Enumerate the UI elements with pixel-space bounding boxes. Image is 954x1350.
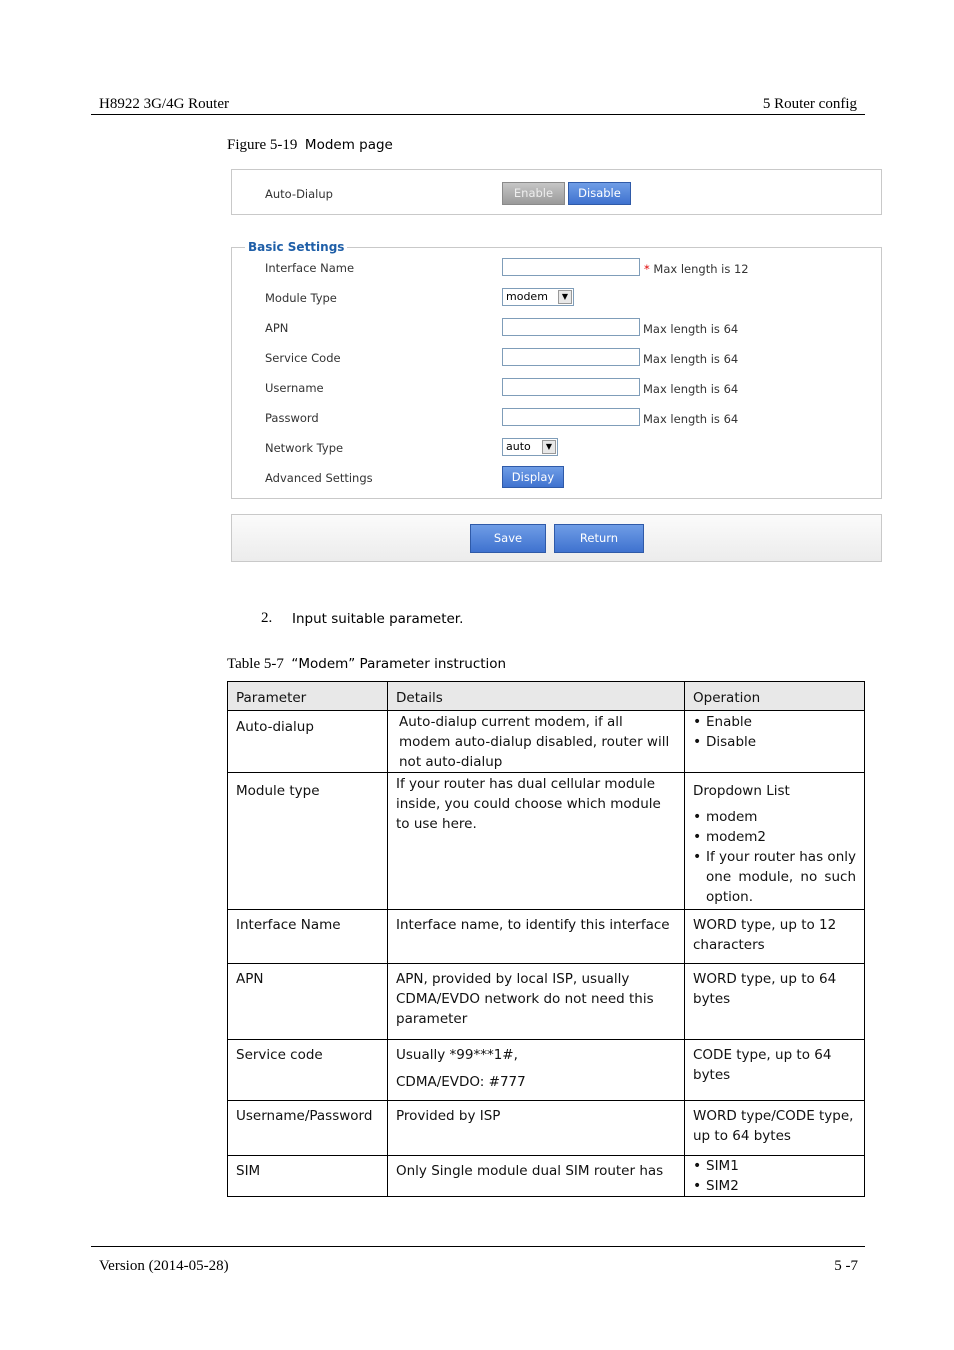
header-chapter: 5 Router config	[762, 96, 857, 112]
network-type-value: auto	[506, 440, 531, 453]
cell-parameter: Interface Name	[228, 910, 388, 964]
cell-parameter: SIM	[228, 1156, 388, 1197]
return-button[interactable]: Return	[554, 524, 644, 553]
interface-name-hint: * Max length is 12	[644, 262, 749, 276]
cell-operation: CODE type, up to 64 bytes	[685, 1040, 865, 1101]
required-star: *	[644, 262, 650, 276]
table-row	[228, 1156, 865, 1197]
password-label: Password	[265, 411, 319, 425]
username-label: Username	[265, 381, 324, 395]
save-button[interactable]: Save	[470, 524, 546, 553]
header-details: Details	[388, 682, 685, 711]
table-row	[228, 910, 865, 964]
network-type-select[interactable]	[502, 438, 558, 456]
cell-parameter: Username/Password	[228, 1101, 388, 1156]
list-item: • modem	[693, 807, 856, 827]
list-item: • SIM2	[693, 1176, 856, 1196]
cell-details: Interface name, to identify this interface	[388, 910, 685, 964]
figure-caption	[227, 137, 393, 154]
cell-details: APN, provided by local ISP, usually CDMA/EVDO network do not need this parameter	[388, 964, 685, 1040]
figure-title: Modem page	[304, 137, 393, 153]
cell-details: If your router has dual cellular module inside, you could choose which module to use here.	[388, 773, 685, 910]
header-operation: Operation	[685, 682, 865, 711]
step-text: Input suitable parameter.	[292, 611, 464, 627]
table-number: Table 5-7	[227, 656, 284, 672]
parameter-table	[227, 681, 865, 1197]
module-type-value: modem	[506, 290, 548, 303]
password-hint: Max length is 64	[643, 412, 739, 426]
table-row	[228, 964, 865, 1040]
figure-number: Figure 5-19	[227, 137, 298, 153]
auto-dialup-label: Auto-Dialup	[265, 187, 333, 201]
module-type-label: Module Type	[265, 291, 337, 305]
cell-operation: WORD type, up to 12 characters	[685, 910, 865, 964]
header-rule	[91, 114, 865, 115]
cell-details: Usually *99***1#, CDMA/EVDO: #777	[388, 1040, 685, 1101]
username-input[interactable]	[502, 378, 640, 396]
advanced-settings-label: Advanced Settings	[265, 471, 373, 485]
list-item: • modem2	[693, 827, 856, 847]
footer-version: Version (2014-05-28)	[99, 1258, 229, 1274]
apn-input[interactable]	[502, 318, 640, 336]
table-title: “Modem” Parameter instruction	[291, 656, 507, 672]
table-header-row	[228, 682, 865, 711]
operation-text: Dropdown List	[693, 783, 790, 799]
interface-name-label: Interface Name	[265, 261, 355, 275]
cell-parameter: Module type	[228, 773, 388, 910]
service-code-hint: Max length is 64	[643, 352, 739, 366]
step-number: 2.	[261, 610, 273, 626]
list-item: • Disable	[693, 732, 856, 752]
cell-operation	[685, 773, 865, 910]
table-row	[228, 1040, 865, 1101]
apn-label: APN	[265, 321, 289, 335]
cell-details: Only Single module dual SIM router has	[388, 1156, 685, 1197]
chevron-down-icon[interactable]: ▼	[542, 440, 556, 454]
header-title: H8922 3G/4G Router	[99, 96, 229, 112]
apn-hint: Max length is 64	[643, 322, 739, 336]
cell-parameter: Service code	[228, 1040, 388, 1101]
action-bar	[231, 514, 882, 562]
password-input[interactable]	[502, 408, 640, 426]
enable-button[interactable]: Enable	[502, 182, 565, 205]
cell-parameter: APN	[228, 964, 388, 1040]
network-type-label: Network Type	[265, 441, 344, 455]
header-parameter: Parameter	[228, 682, 388, 711]
cell-operation: WORD type/CODE type, up to 64 bytes	[685, 1101, 865, 1156]
username-hint: Max length is 64	[643, 382, 739, 396]
table-caption	[227, 656, 506, 673]
interface-name-input[interactable]	[502, 258, 640, 276]
list-item: • SIM1	[693, 1156, 856, 1176]
cell-operation	[685, 711, 865, 773]
table-row	[228, 1101, 865, 1156]
list-item: • If your router has only one module, no such option.	[693, 847, 856, 907]
cell-operation	[685, 1156, 865, 1197]
footer-page-number: 5 -7	[834, 1258, 858, 1274]
service-code-label: Service Code	[265, 351, 341, 365]
basic-settings-panel	[231, 247, 882, 499]
table-row	[228, 773, 865, 910]
list-item: • Enable	[693, 712, 856, 732]
footer-rule	[91, 1246, 865, 1247]
disable-button[interactable]: Disable	[568, 182, 631, 205]
cell-details: Auto-dialup current modem, if all modem auto-dialup disabled, router will not auto-dialup	[388, 711, 685, 773]
cell-parameter: Auto-dialup	[228, 711, 388, 773]
table-row	[228, 711, 865, 773]
basic-settings-legend: Basic Settings	[245, 240, 347, 254]
cell-details: Provided by ISP	[388, 1101, 685, 1156]
service-code-input[interactable]	[502, 348, 640, 366]
display-button[interactable]: Display	[502, 466, 564, 488]
module-type-select[interactable]	[502, 288, 574, 306]
cell-operation: WORD type, up to 64 bytes	[685, 964, 865, 1040]
auto-dialup-panel	[231, 169, 882, 215]
chevron-down-icon[interactable]: ▼	[558, 290, 572, 304]
